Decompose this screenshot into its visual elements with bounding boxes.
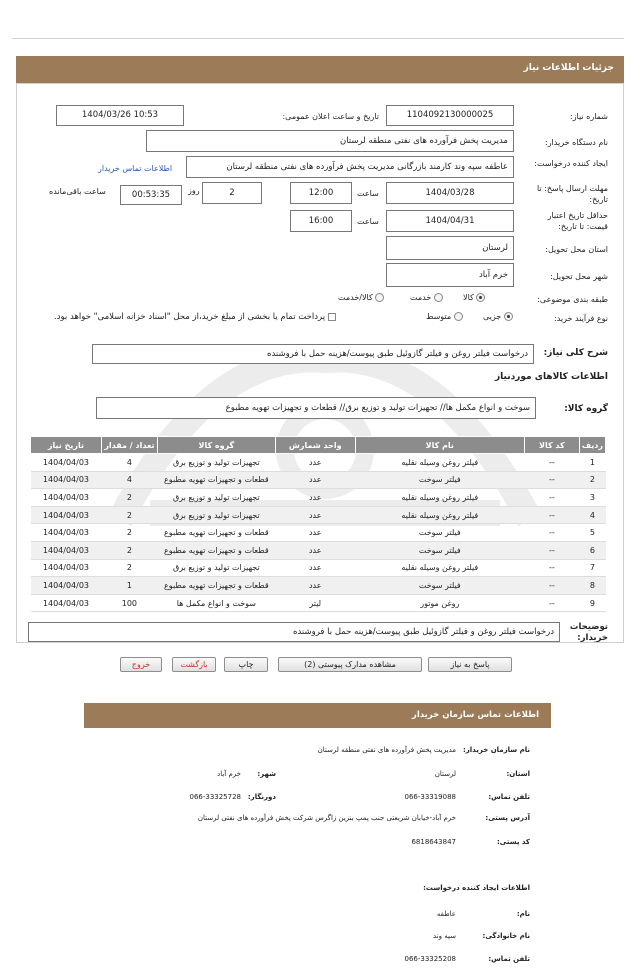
cell: -- bbox=[524, 454, 579, 472]
time-remaining-label: ساعت باقی‌مانده bbox=[49, 187, 106, 196]
table-row bbox=[31, 594, 606, 612]
cell: -- bbox=[524, 471, 579, 489]
validity-date-field: 1404/04/31 bbox=[386, 210, 514, 232]
col-header-code: کد کالا bbox=[524, 437, 579, 454]
cell: 9 bbox=[579, 594, 605, 612]
cell: 7 bbox=[579, 559, 605, 577]
table-row bbox=[31, 577, 606, 595]
cell: 2 bbox=[579, 471, 605, 489]
cell: تجهیزات تولید و توزیع برق bbox=[157, 506, 275, 524]
category-option-both[interactable]: کالا/خدمت bbox=[338, 293, 384, 302]
table-row bbox=[31, 506, 606, 524]
cell: -- bbox=[524, 541, 579, 559]
buyer-org-field: مدیریت پخش فرآورده های نفتی منطقه لرستان bbox=[146, 130, 514, 152]
cell: -- bbox=[524, 489, 579, 507]
creator-first-name-value: عاطفه bbox=[436, 910, 456, 918]
cell: 1404/04/03 bbox=[31, 471, 102, 489]
validity-time-field: 16:00 bbox=[290, 210, 352, 232]
summary-label: شرح کلی نیاز: bbox=[543, 348, 608, 358]
col-header-row: ردیف bbox=[579, 437, 605, 454]
cell: 2 bbox=[101, 559, 157, 577]
cell: 4 bbox=[101, 471, 157, 489]
col-header-unit: واحد شمارش bbox=[275, 437, 355, 454]
cell: 1404/04/03 bbox=[31, 489, 102, 507]
cell: تجهیزات تولید و توزیع برق bbox=[157, 454, 275, 472]
cell: عدد bbox=[275, 559, 355, 577]
print-button[interactable]: چاپ bbox=[224, 657, 268, 672]
creator-first-name-label: نام: bbox=[516, 910, 530, 918]
table-row bbox=[31, 541, 606, 559]
category-option-service[interactable]: خدمت bbox=[410, 293, 443, 302]
items-table bbox=[30, 436, 606, 612]
contact-address-label: آدرس پستی: bbox=[485, 814, 530, 822]
table-row bbox=[31, 559, 606, 577]
province-field: لرستان bbox=[386, 236, 514, 260]
process-option-minor[interactable]: جزیی bbox=[483, 312, 513, 321]
goods-group-field: سوخت و انواع مکمل ها// تجهیزات تولید و توزیع برق// قطعات و تجهیزات تهویه مطبوع bbox=[96, 397, 536, 419]
cell: 100 bbox=[101, 594, 157, 612]
cell: تجهیزات تولید و توزیع برق bbox=[157, 489, 275, 507]
deadline-label: مهلت ارسال پاسخ: تا تاریخ: bbox=[536, 184, 608, 204]
cell: قطعات و تجهیزات تهویه مطبوع bbox=[157, 524, 275, 542]
contact-postal-label: کد پستی: bbox=[496, 838, 530, 846]
table-row bbox=[31, 471, 606, 489]
creator-phone-label: تلفن تماس: bbox=[488, 955, 530, 963]
cell: عدد bbox=[275, 471, 355, 489]
cell: 1 bbox=[101, 577, 157, 595]
announce-field: 1404/03/26 10:53 bbox=[56, 105, 184, 126]
table-row bbox=[31, 489, 606, 507]
cell: 6 bbox=[579, 541, 605, 559]
validity-time-label: ساعت bbox=[357, 217, 379, 226]
buyer-org-label: نام دستگاه خریدار: bbox=[545, 138, 608, 147]
cell: 1404/04/03 bbox=[31, 506, 102, 524]
cell: عدد bbox=[275, 506, 355, 524]
contact-province-value: لرستان bbox=[434, 770, 456, 778]
city-label: شهر محل تحویل: bbox=[550, 272, 608, 281]
cell: قطعات و تجهیزات تهویه مطبوع bbox=[157, 541, 275, 559]
time-remaining-field: 00:53:35 bbox=[120, 185, 182, 205]
cell: فیلتر سوخت bbox=[355, 541, 524, 559]
exit-button[interactable]: خروج bbox=[120, 657, 162, 672]
col-header-name: نام کالا bbox=[355, 437, 524, 454]
payment-note[interactable]: پرداخت تمام یا بخشی از مبلغ خرید،از محل "اسناد خزانه اسلامی" خواهد بود. bbox=[54, 312, 336, 322]
summary-field: درخواست فیلتر روغن و فیلتر گازوئیل طبق پیوست/هزینه حمل با فروشنده bbox=[92, 344, 534, 364]
radio-icon[interactable] bbox=[504, 312, 513, 321]
cell: قطعات و تجهیزات تهویه مطبوع bbox=[157, 471, 275, 489]
back-button[interactable]: بازگشت bbox=[172, 657, 216, 672]
cell: تجهیزات تولید و توزیع برق bbox=[157, 559, 275, 577]
cell: 1404/04/03 bbox=[31, 594, 102, 612]
cell: 2 bbox=[101, 489, 157, 507]
contact-city-label: شهر: bbox=[257, 770, 276, 778]
validity-label: حداقل تاریخ اعتبار قیمت: تا تاریخ: bbox=[547, 211, 608, 231]
creator-last-name-value: سپه وند bbox=[433, 932, 456, 940]
contact-phone-value: 066-33319088 bbox=[404, 793, 456, 801]
cell: لیتر bbox=[275, 594, 355, 612]
need-number-label: شماره نیاز: bbox=[570, 112, 608, 121]
deadline-time-field: 12:00 bbox=[290, 182, 352, 204]
contact-phone-label: تلفن تماس: bbox=[488, 793, 530, 801]
buyer-notes-label: توضیحات خریدار: bbox=[569, 622, 608, 643]
cell: 2 bbox=[101, 524, 157, 542]
cell: -- bbox=[524, 524, 579, 542]
announce-label: تاریخ و ساعت اعلان عمومی: bbox=[282, 112, 379, 121]
cell: 8 bbox=[579, 577, 605, 595]
cell: عدد bbox=[275, 489, 355, 507]
category-option-goods[interactable]: کالا bbox=[463, 293, 485, 302]
goods-info-title: اطلاعات کالاهای موردنیاز bbox=[494, 372, 608, 382]
contact-address-value: خرم آباد-خیابان شریعتی جنب پمپ بنزین زاگرس شرکت پخش فرآورده های نفتی لرستان bbox=[197, 814, 456, 822]
cell: عدد bbox=[275, 577, 355, 595]
contact-province-label: استان: bbox=[506, 770, 530, 778]
contact-fax-label: دورنگار: bbox=[247, 793, 276, 801]
contact-postal-value: 6818643847 bbox=[411, 838, 456, 846]
creator-label: ایجاد کننده درخواست: bbox=[534, 159, 608, 168]
cell: عدد bbox=[275, 524, 355, 542]
cell: 1 bbox=[579, 454, 605, 472]
days-label: روز bbox=[188, 186, 200, 195]
attachments-button[interactable]: مشاهده مدارک پیوستی (2) bbox=[278, 657, 422, 672]
city-field: خرم آباد bbox=[386, 263, 514, 287]
radio-icon[interactable] bbox=[375, 293, 384, 302]
creator-last-name-label: نام خانوادگی: bbox=[482, 932, 530, 940]
cell: 2 bbox=[101, 541, 157, 559]
cell: فیلتر روغن وسیله نقلیه bbox=[355, 489, 524, 507]
category-label: طبقه بندی موضوعی: bbox=[537, 295, 608, 304]
days-remaining-field: 2 bbox=[202, 182, 262, 204]
cell: قطعات و تجهیزات تهویه مطبوع bbox=[157, 577, 275, 595]
cell: عدد bbox=[275, 454, 355, 472]
cell: فیلتر سوخت bbox=[355, 524, 524, 542]
contact-org-label: نام سازمان خریدار: bbox=[462, 746, 530, 754]
buyer-notes-field: درخواست فیلتر روغن و فیلتر گازوئیل طبق پیوست/هزینه حمل با فروشنده bbox=[28, 622, 560, 642]
contact-fax-value: 066-33325728 bbox=[189, 793, 241, 801]
process-option-medium[interactable]: متوسط bbox=[426, 312, 463, 321]
cell: 1404/04/03 bbox=[31, 454, 102, 472]
deadline-date-field: 1404/03/28 bbox=[386, 182, 514, 204]
cell: 1404/04/03 bbox=[31, 577, 102, 595]
cell: فیلتر سوخت bbox=[355, 577, 524, 595]
creator-info-title: اطلاعات ایجاد کننده درخواست: bbox=[423, 884, 530, 892]
cell: 5 bbox=[579, 524, 605, 542]
contact-org-value: مدیریت پخش فرآورده های نفتی منطقه لرستان bbox=[317, 746, 456, 754]
cell: فیلتر سوخت bbox=[355, 471, 524, 489]
radio-icon[interactable] bbox=[476, 293, 485, 302]
cell: 1404/04/03 bbox=[31, 559, 102, 577]
cell: -- bbox=[524, 577, 579, 595]
col-header-group: گروه کالا bbox=[157, 437, 275, 454]
need-number-field: 1104092130000025 bbox=[386, 105, 514, 126]
checkbox-icon[interactable] bbox=[328, 313, 336, 321]
cell: -- bbox=[524, 506, 579, 524]
cell: -- bbox=[524, 559, 579, 577]
cell: فیلتر روغن وسیله نقلیه bbox=[355, 454, 524, 472]
cell: سوخت و انواع مکمل ها bbox=[157, 594, 275, 612]
items-table-wrapper bbox=[30, 436, 606, 612]
creator-field: عاطفه سپه وند کارمند بازرگانی مدیریت پخش فرآورده های نفتی منطقه لرستان bbox=[186, 156, 514, 178]
contact-section-title: اطلاعات تماس سازمان خریدار bbox=[84, 703, 551, 728]
radio-icon[interactable] bbox=[434, 293, 443, 302]
cell: 4 bbox=[579, 506, 605, 524]
col-header-date: تاریخ نیاز bbox=[31, 437, 102, 454]
table-row bbox=[31, 524, 606, 542]
cell: 3 bbox=[579, 489, 605, 507]
cell: روغن موتور bbox=[355, 594, 524, 612]
deadline-time-label: ساعت bbox=[357, 189, 379, 198]
cell: عدد bbox=[275, 541, 355, 559]
contact-city-value: خرم آباد bbox=[217, 770, 241, 778]
cell: 1404/04/03 bbox=[31, 541, 102, 559]
cell: 1404/04/03 bbox=[31, 524, 102, 542]
radio-icon[interactable] bbox=[454, 312, 463, 321]
col-header-qty: تعداد / مقدار bbox=[101, 437, 157, 454]
province-label: استان محل تحویل: bbox=[545, 245, 608, 254]
page-title: جزئیات اطلاعات نیاز bbox=[16, 56, 624, 83]
table-row bbox=[31, 454, 606, 472]
goods-group-label: گروه کالا: bbox=[564, 404, 608, 414]
buyer-contact-link[interactable]: اطلاعات تماس خریدار bbox=[98, 164, 173, 173]
top-divider bbox=[12, 38, 624, 39]
cell: فیلتر روغن وسیله نقلیه bbox=[355, 559, 524, 577]
creator-phone-value: 066-33325208 bbox=[404, 955, 456, 963]
cell: 2 bbox=[101, 506, 157, 524]
cell: فیلتر روغن وسیله نقلیه bbox=[355, 506, 524, 524]
table-header-row bbox=[31, 437, 606, 454]
cell: -- bbox=[524, 594, 579, 612]
process-label: نوع فرآیند خرید: bbox=[554, 314, 608, 323]
reply-button[interactable]: پاسخ به نیاز bbox=[428, 657, 512, 672]
cell: 4 bbox=[101, 454, 157, 472]
